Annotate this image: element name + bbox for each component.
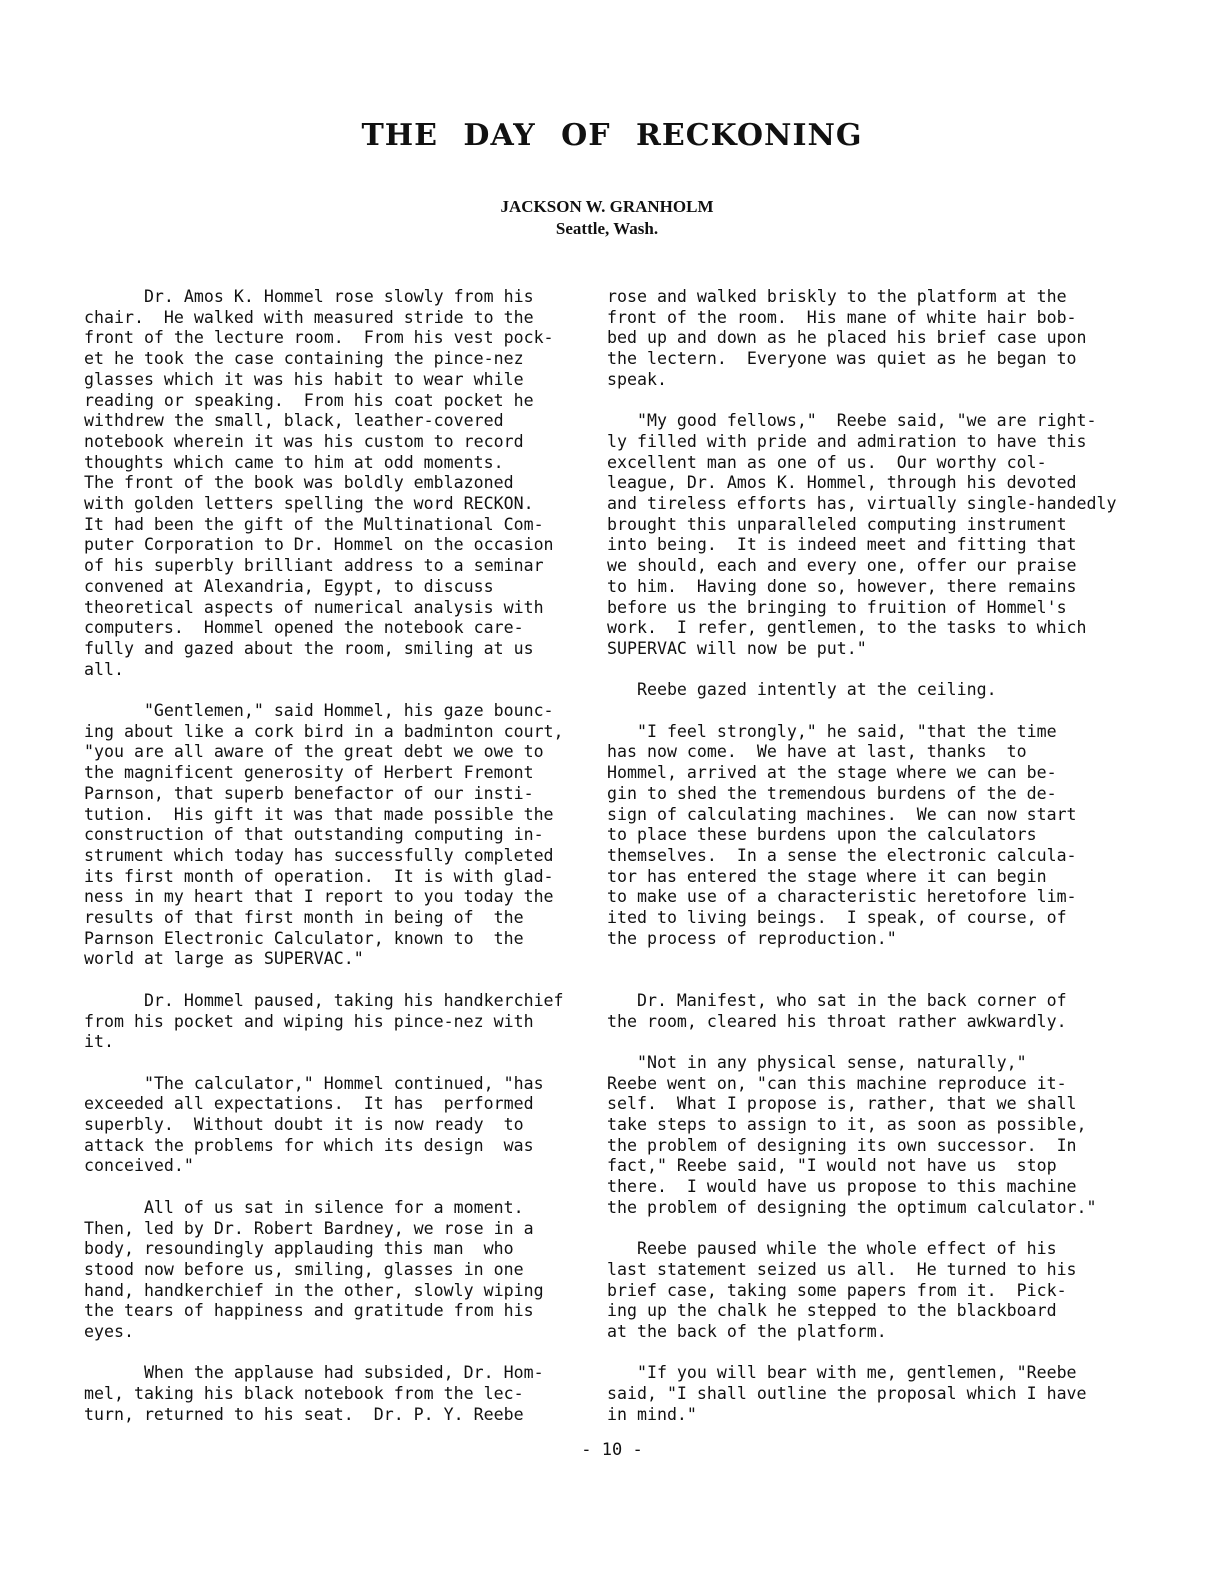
paragraph: Dr. Manifest, who sat in the back corner of the room, cleared his throat rather awkwardly. — [607, 990, 1067, 1031]
left-column — [84, 287, 584, 1446]
byline — [452, 196, 762, 240]
right-column — [607, 287, 1127, 1446]
paragraph: "I feel strongly," he said, "that the time has now come. We have at last, thanks to Hommel, arrived at the stage where we can be- gin to shed the tremendous burdens of the de- sign of calculating machines. We can now start to place these burdens upon the calculators themselves. In a sense the electronic calcula- tor has entered the stage where it can begin to make use of a characteristic heretofore lim- ited to living beings. I speak, of course, of the process of reproduction." — [607, 721, 1077, 948]
article-title: THE DAY OF RECKONING — [361, 118, 863, 153]
paragraph: Reebe paused while the whole effect of his last statement seized us all. He turned to his brief case, taking some papers from it. Pick- ing up the chalk he stepped to the blackboard at the back of the platform. — [607, 1239, 1077, 1342]
paragraph: "My good fellows," Reebe said, "we are right- ly filled with pride and admiration to have this excellent man as one of us. Our worthy col- league, Dr. Amos K. Hommel, through his devoted and tireless efforts has, virtually single-handedly brought this unparalleled computing instrument into being. It is indeed meet and fitting that we should, each and every one, offer our praise to him. Having done so, however, there remains before us the bringing to fruition of Hommel's work. I refer, gentlemen, to the tasks to which SUPERVAC will now be put." — [607, 411, 1117, 658]
paragraph: "The calculator," Hommel continued, "has exceeded all expectations. It has performed superbly. Without doubt it is now ready to attack the problems for which its design was conceived." — [84, 1073, 544, 1176]
page-number: - 10 - — [581, 1440, 643, 1460]
paragraph: "Gentlemen," said Hommel, his gaze bounc- ing about like a cork bird in a badminton court, "you are all aware of the great debt we owe to the magnificent generosity of Herbert Fremont Parnson, that superb benefactor of our insti- tution. His gift it was that made possible the construction of that outstanding computing in- strument which today has successfully completed its first month of operation. It is with glad- ness in my heart that I report to you today the results of that first month in being of the Parnson Electronic Calculator, known to the world at large as SUPERVAC." — [84, 701, 564, 969]
paragraph: "If you will bear with me, gentlemen, "Reebe said, "I shall outline the proposal which I have in mind." — [607, 1363, 1087, 1424]
paragraph: When the applause had subsided, Dr. Hom- mel, taking his black notebook from the lec- turn, returned to his seat. Dr. P. Y. Reebe — [84, 1363, 544, 1424]
paragraph: All of us sat in silence for a moment. Then, led by Dr. Robert Bardney, we rose in a body, resoundingly applauding this man who stood now before us, smiling, glasses in one hand, handkerchief in the other, slowly wiping the tears of happiness and gratitude from his eyes. — [84, 1197, 544, 1342]
paragraph: Dr. Hommel paused, taking his handkerchief from his pocket and wiping his pince-nez with it. — [84, 990, 564, 1052]
paragraph: rose and walked briskly to the platform at the front of the room. His mane of white hair bob- bed up and down as he placed his brief case upon the lectern. Everyone was quiet as he began to speak. — [607, 287, 1087, 389]
paragraph: Dr. Amos K. Hommel rose slowly from his chair. He walked with measured stride to the front of the lecture room. From his vest pock- et he took the case containing the pince-nez glasses which it was his habit to wear while reading or speaking. From his coat pocket he withdrew the small, black, leather-covered notebook wherein it was his custom to record thoughts which came to him at odd moments. The front of the book was boldly emblazoned with golden letters spelling the word RECKON. It had been the gift of the Multinational Com- puter Corporation to Dr. Hommel on the occasion of his superbly brilliant address to a seminar convened at Alexandria, Egypt, to discuss theoretical aspects of numerical analysis with computers. Hommel opened the notebook care- fully and gazed about the room, smiling at us all. — [84, 287, 554, 679]
author-location: Seattle, Wash. — [555, 219, 659, 238]
paragraph: "Not in any physical sense, naturally," Reebe went on, "can this machine reproduce it- self. What I propose is, rather, that we shall take steps to assign to it, as soon as possible, the problem of designing its own successor. In fact," Reebe said, "I would not have us stop there. I would have us propose to this machine the problem of designing the optimum calculator." — [607, 1052, 1097, 1217]
author-name: JACKSON W. GRANHOLM — [500, 197, 714, 216]
paragraph: Reebe gazed intently at the ceiling. — [607, 680, 997, 700]
